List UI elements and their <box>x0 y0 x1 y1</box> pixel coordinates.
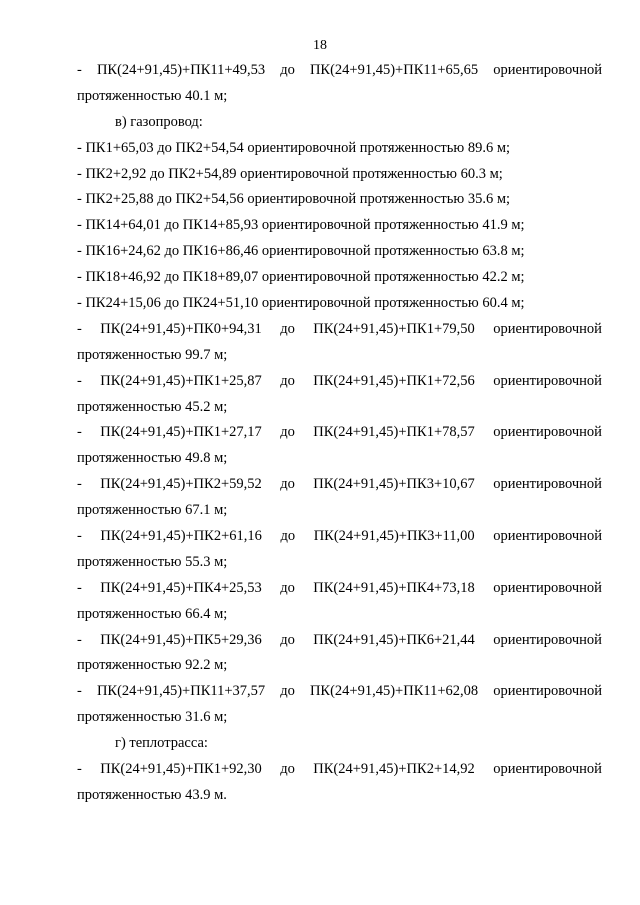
list-item-line <box>77 576 602 602</box>
list-item-line <box>77 524 602 550</box>
list-item-line <box>77 317 602 343</box>
range-start: ПК(24+91,45)+ПК5+29,36 <box>100 631 262 648</box>
section-heading: в) газопровод: <box>115 113 203 130</box>
range-separator: до <box>280 476 295 493</box>
range-start: ПК(24+91,45)+ПК0+94,31 <box>100 320 262 337</box>
list-dash: - <box>77 62 82 78</box>
range-qualifier: ориентировочной <box>493 424 602 441</box>
range-qualifier: ориентировочной <box>493 62 602 78</box>
list-dash: - <box>77 761 82 778</box>
range-qualifier: ориентировочной <box>493 372 602 389</box>
range-end: ПК(24+91,45)+ПК11+65,65 <box>309 62 479 78</box>
range-separator: до <box>280 424 295 441</box>
list-item-line <box>77 757 602 783</box>
list-item-continuation: протяженностью 55.3 м; <box>77 553 228 570</box>
range-start: ПК(24+91,45)+ПК1+92,30 <box>100 761 262 778</box>
list-dash: - <box>77 476 82 493</box>
list-item: - ПК24+15,06 до ПК24+51,10 ориентировочной протяженностью 60.4 м; <box>77 295 525 312</box>
list-dash: - <box>77 424 82 441</box>
list-item-line <box>77 628 602 654</box>
range-start: ПК(24+91,45)+ПК1+27,17 <box>100 424 262 441</box>
range-start: ПК(24+91,45)+ПК4+25,53 <box>100 579 262 596</box>
list-dash: - <box>77 631 82 648</box>
list-item-continuation: протяженностью 49.8 м; <box>77 450 228 467</box>
list-item: - ПК14+64,01 до ПК14+85,93 ориентировочной протяженностью 41.9 м; <box>77 217 525 234</box>
page-number: 18 <box>313 38 327 53</box>
list-item-continuation: протяженностью 43.9 м. <box>77 786 227 803</box>
range-start: ПК(24+91,45)+ПК2+61,16 <box>100 528 262 545</box>
list-dash: - <box>77 579 82 596</box>
list-item: - ПК1+65,03 до ПК2+54,54 ориентировочной протяженностью 89.6 м; <box>77 139 511 156</box>
range-start: ПК(24+91,45)+ПК1+25,87 <box>100 372 262 389</box>
range-start: ПК(24+91,45)+ПК2+59,52 <box>100 476 262 493</box>
range-start: ПК(24+91,45)+ПК11+49,53 <box>96 62 266 78</box>
range-qualifier: ориентировочной <box>493 476 602 493</box>
range-end: ПК(24+91,45)+ПК1+72,56 <box>313 372 475 389</box>
range-end: ПК(24+91,45)+ПК2+14,92 <box>313 761 475 778</box>
list-item: - ПК18+46,92 до ПК18+89,07 ориентировочной протяженностью 42.2 м; <box>77 269 525 286</box>
range-separator: до <box>280 372 295 389</box>
list-dash: - <box>77 320 82 337</box>
list-item-line <box>77 58 602 84</box>
list-item: - ПК2+2,92 до ПК2+54,89 ориентировочной протяженностью 60.3 м; <box>77 165 503 182</box>
range-end: ПК(24+91,45)+ПК1+78,57 <box>313 424 475 441</box>
range-separator: до <box>280 761 295 778</box>
range-separator: до <box>280 579 295 596</box>
range-qualifier: ориентировочной <box>493 631 602 648</box>
section-heading: г) теплотрасса: <box>115 735 208 752</box>
range-end: ПК(24+91,45)+ПК11+62,08 <box>309 683 479 700</box>
list-dash: - <box>77 528 82 545</box>
list-item-continuation: протяженностью 45.2 м; <box>77 398 228 415</box>
range-end: ПК(24+91,45)+ПК6+21,44 <box>313 631 475 648</box>
list-item-continuation: протяженностью 66.4 м; <box>77 605 228 622</box>
list-dash: - <box>77 683 82 700</box>
range-separator: до <box>280 683 295 700</box>
range-separator: до <box>280 320 295 337</box>
range-start: ПК(24+91,45)+ПК11+37,57 <box>96 683 266 700</box>
list-item-line <box>77 472 602 498</box>
list-item-line <box>77 679 602 705</box>
range-qualifier: ориентировочной <box>493 528 602 545</box>
range-qualifier: ориентировочной <box>493 761 602 778</box>
range-end: ПК(24+91,45)+ПК3+10,67 <box>313 476 475 493</box>
range-qualifier: ориентировочной <box>493 320 602 337</box>
list-item-line <box>77 369 602 395</box>
range-qualifier: ориентировочной <box>493 683 602 700</box>
list-item-line <box>77 420 602 446</box>
range-end: ПК(24+91,45)+ПК3+11,00 <box>313 528 475 545</box>
list-item-continuation: протяженностью 99.7 м; <box>77 346 228 363</box>
list-item-continuation: протяженностью 31.6 м; <box>77 709 228 726</box>
range-separator: до <box>280 62 295 78</box>
range-separator: до <box>280 528 296 545</box>
range-end: ПК(24+91,45)+ПК1+79,50 <box>313 320 475 337</box>
range-qualifier: ориентировочной <box>493 579 602 596</box>
list-dash: - <box>77 372 82 389</box>
list-item-continuation: протяженностью 67.1 м; <box>77 502 228 519</box>
range-end: ПК(24+91,45)+ПК4+73,18 <box>313 579 475 596</box>
list-item: - ПК2+25,88 до ПК2+54,56 ориентировочной протяженностью 35.6 м; <box>77 191 511 208</box>
range-separator: до <box>280 631 295 648</box>
list-item-continuation: протяженностью 40.1 м; <box>77 87 228 104</box>
document-body <box>77 58 602 809</box>
list-item-continuation: протяженностью 92.2 м; <box>77 657 228 674</box>
list-item: - ПК16+24,62 до ПК16+86,46 ориентировочной протяженностью 63.8 м; <box>77 243 525 260</box>
